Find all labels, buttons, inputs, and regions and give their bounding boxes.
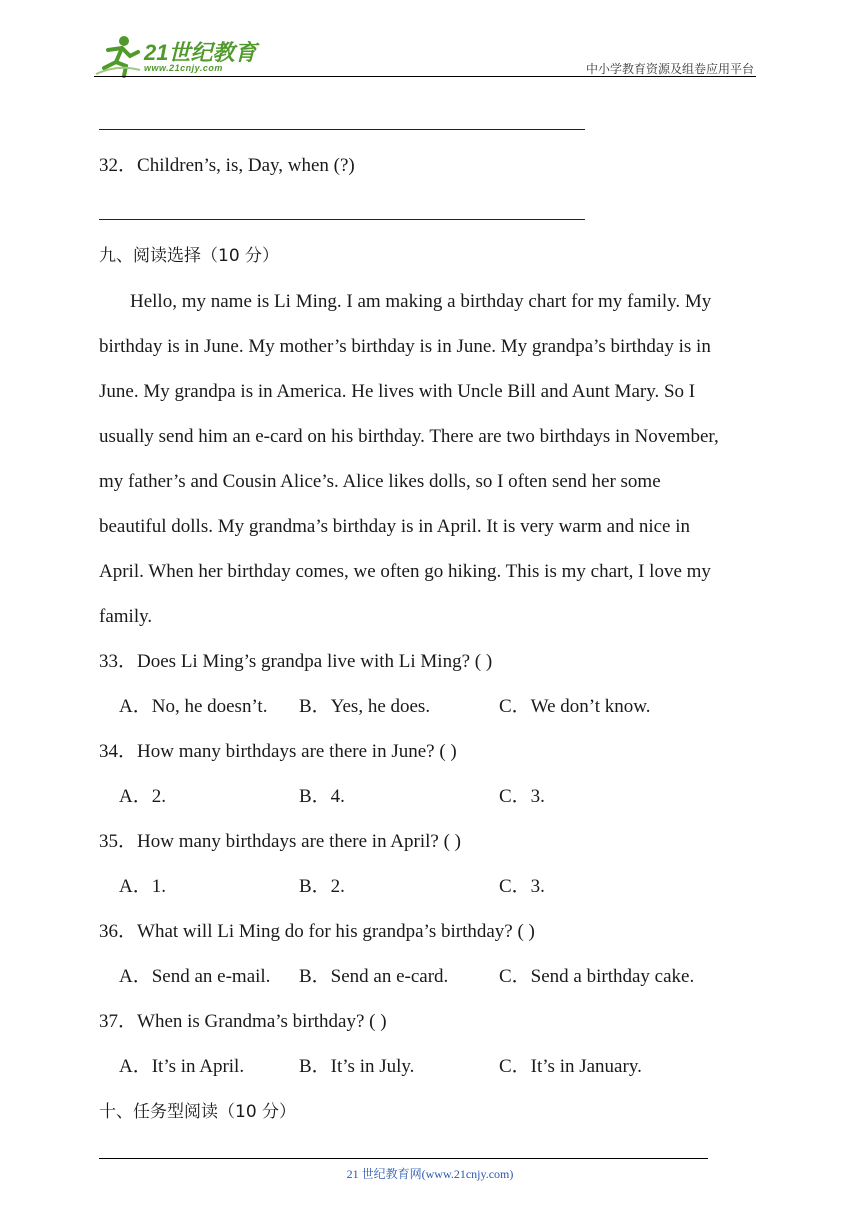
passage-line: April. When her birthday comes, we often go hiking. This is my chart, I love my xyxy=(99,561,711,582)
passage-line: usually send him an e-card on his birthday. There are two birthdays in November, xyxy=(99,426,719,447)
question-35 xyxy=(99,830,461,854)
footer-link[interactable]: 21 世纪教育网(www.21cnjy.com) xyxy=(346,1167,514,1181)
option-c: C．3. xyxy=(499,876,545,897)
option-a: A．2. xyxy=(119,786,166,807)
question-text: How many birthdays are there in April? ( ) xyxy=(137,831,461,852)
question-text: Does Li Ming’s grandpa live with Li Ming? ( ) xyxy=(137,651,493,672)
section-9-heading xyxy=(99,244,279,268)
option-c: C．Send a birthday cake. xyxy=(499,966,695,987)
reading-passage xyxy=(99,279,763,639)
passage-line: family. xyxy=(99,606,153,627)
option-a: A．1. xyxy=(119,876,166,897)
question-number: 35． xyxy=(99,831,138,852)
question-33 xyxy=(99,650,492,674)
passage-line: my father’s and Cousin Alice’s. Alice likes dolls, so I often send her some xyxy=(99,471,661,492)
passage-line: June. My grandpa is in America. He lives with Uncle Bill and Aunt Mary. So I xyxy=(99,381,696,402)
footer-rule xyxy=(99,1158,708,1159)
question-number: 34． xyxy=(99,741,138,762)
site-logo xyxy=(94,34,264,78)
question-number: 36． xyxy=(99,921,138,942)
option-b: B．4. xyxy=(299,786,345,807)
answer-line-32 xyxy=(99,219,585,220)
option-c: C．We don’t know. xyxy=(499,696,651,717)
question-32 xyxy=(99,154,355,178)
section-10-title: 十、任务型阅读（10 分） xyxy=(99,1102,297,1122)
answer-line-31 xyxy=(99,129,585,130)
question-text: How many birthdays are there in June? ( ) xyxy=(137,741,457,762)
header-rule xyxy=(94,76,756,77)
section-10-heading xyxy=(99,1100,296,1124)
question-number: 37． xyxy=(99,1011,138,1032)
passage-line xyxy=(99,279,763,324)
option-c: C．3. xyxy=(499,786,545,807)
header-platform-text: 中小学教育资源及组卷应用平台 xyxy=(585,62,754,76)
question-text: Children’s, is, Day, when (?) xyxy=(137,155,355,176)
question-number: 33． xyxy=(99,651,138,672)
option-a: A．No, he doesn’t. xyxy=(119,696,268,717)
option-c: C．It’s in January. xyxy=(499,1056,642,1077)
option-b: B．It’s in July. xyxy=(299,1056,415,1077)
question-text: What will Li Ming do for his grandpa’s birthday? ( ) xyxy=(137,921,535,942)
passage-line-text: Hello, my name is Li Ming. I am making a birthday chart for my family. My xyxy=(130,291,712,312)
section-9-title: 九、阅读选择（10 分） xyxy=(99,246,280,266)
passage-line: birthday is in June. My mother’s birthday is in June. My grandpa’s birthday is in xyxy=(99,336,711,357)
question-34 xyxy=(99,740,457,764)
passage-line: beautiful dolls. My grandma’s birthday is in April. It is very warm and nice in xyxy=(99,516,691,537)
option-a: A．Send an e-mail. xyxy=(119,966,271,987)
logo-url: www.21cnjy.com xyxy=(144,63,223,73)
option-b: B．2. xyxy=(299,876,345,897)
option-b: B．Send an e-card. xyxy=(299,966,449,987)
option-b: B．Yes, he does. xyxy=(299,696,431,717)
question-text: When is Grandma’s birthday? ( ) xyxy=(137,1011,387,1032)
question-37 xyxy=(99,1010,387,1034)
question-36 xyxy=(99,920,535,944)
logo-name: 21世纪教育 xyxy=(144,40,257,65)
question-number: 32． xyxy=(99,155,138,176)
option-a: A．It’s in April. xyxy=(119,1056,245,1077)
runner-icon xyxy=(94,34,142,78)
